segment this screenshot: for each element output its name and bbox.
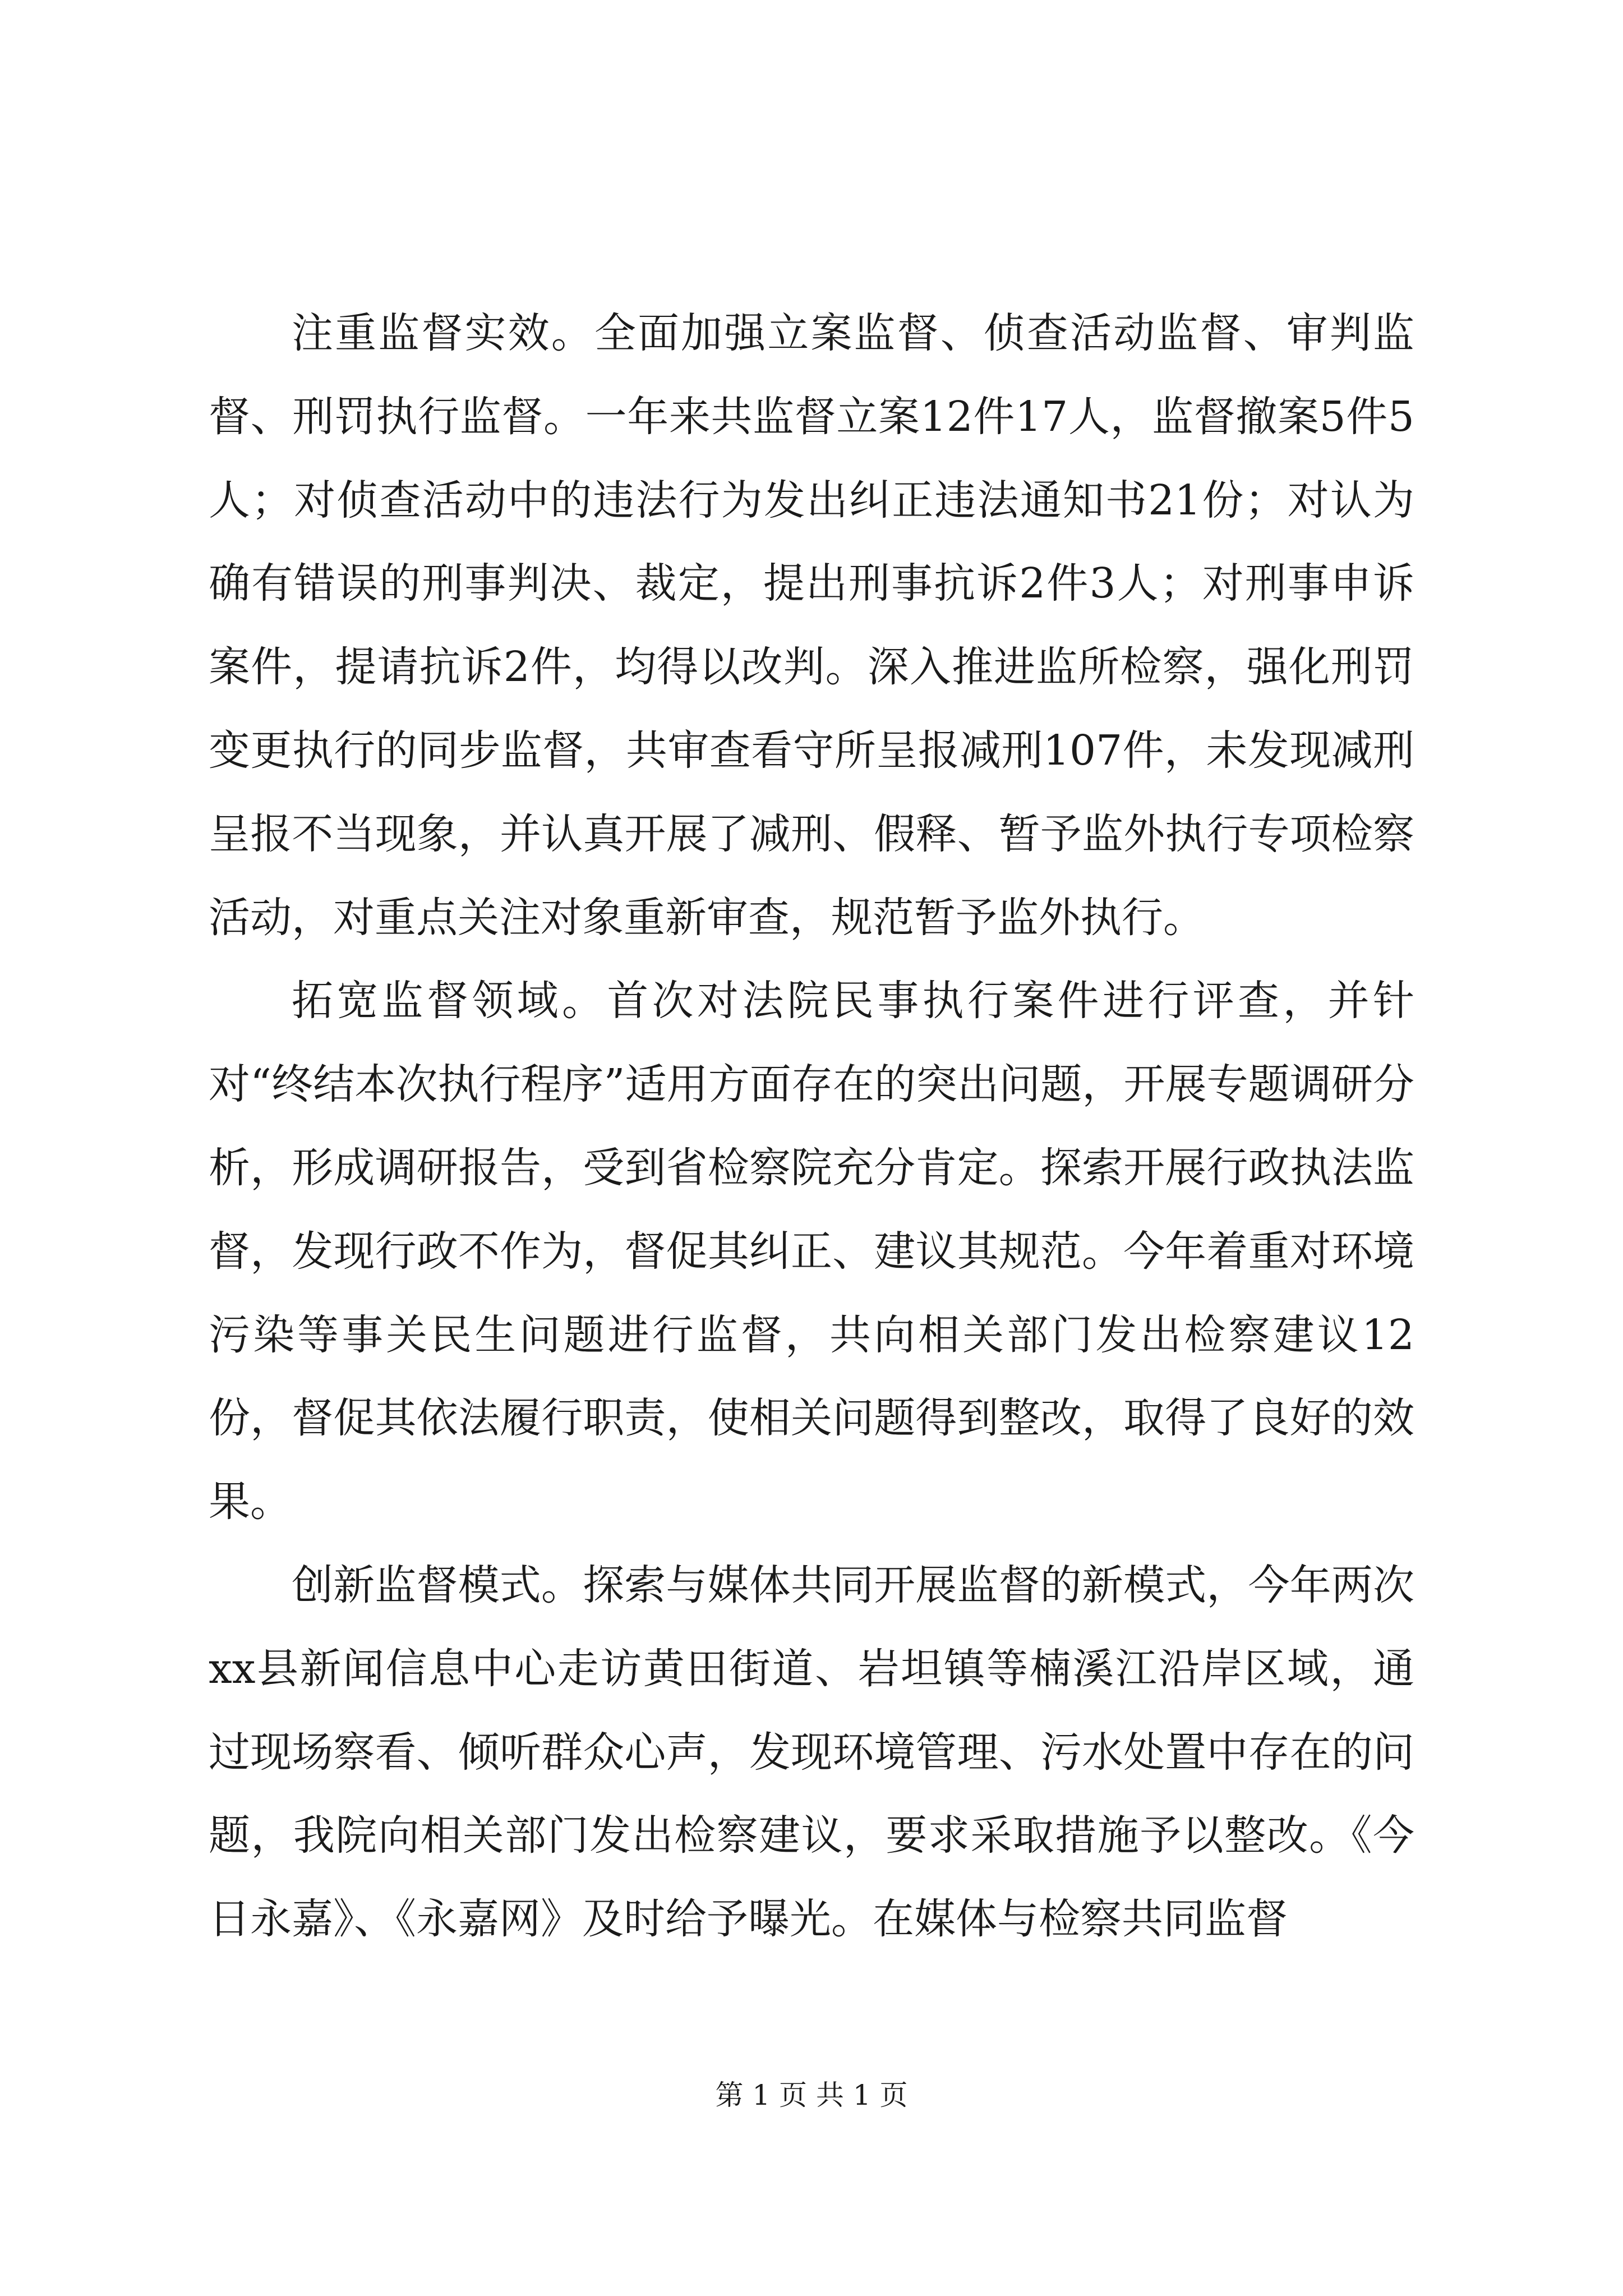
document-body (209, 292, 1414, 1961)
page-number-footer: 第 1 页 共 1 页 (715, 2079, 908, 2111)
paragraph-supervision-effectiveness: 注重监督实效。全面加强立案监督、侦查活动监督、审判监督、刑罚执行监督。一年来共监督立案12件17人，监督撤案5件5人；对侦查活动中的违法行为发出纠正违法通知书21份；对认为确有错误的刑事判决、裁定，提出刑事抗诉2件3人；对刑事申诉案件，提请抗诉2件，均得以改判。深入推进监所检察，强化刑罚变更执行的同步监督，共审查看守所呈报减刑107件，未发现减刑呈报不当现象，并认真开展了减刑、假释、暂予监外执行专项检察活动，对重点关注对象重新审查，规范暂予监外执行。 (209, 309, 1414, 942)
paragraph-supervision-scope: 拓宽监督领域。首次对法院民事执行案件进行评查，并针对“终结本次执行程序”适用方面存在的突出问题，开展专题调研分析，形成调研报告，受到省检察院充分肯定。探索开展行政执法监督，发现行政不作为，督促其纠正、建议其规范。今年着重对环境污染等事关民生问题进行监督，共向相关部门发出检察建议12份，督促其依法履行职责，使相关问题得到整改，取得了良好的效果。 (209, 977, 1414, 1526)
paragraph-supervision-mode: 创新监督模式。探索与媒体共同开展监督的新模式，今年两次xx县新闻信息中心走访黄田街道、岩坦镇等楠溪江沿岸区域，通过现场察看、倾听群众心声，发现环境管理、污水处置中存在的问题，我院向相关部门发出检察建议，要求采取措施予以整改。《今日永嘉》、《永嘉网》及时给予曝光。在媒体与检察共同监督 (209, 1561, 1414, 1944)
